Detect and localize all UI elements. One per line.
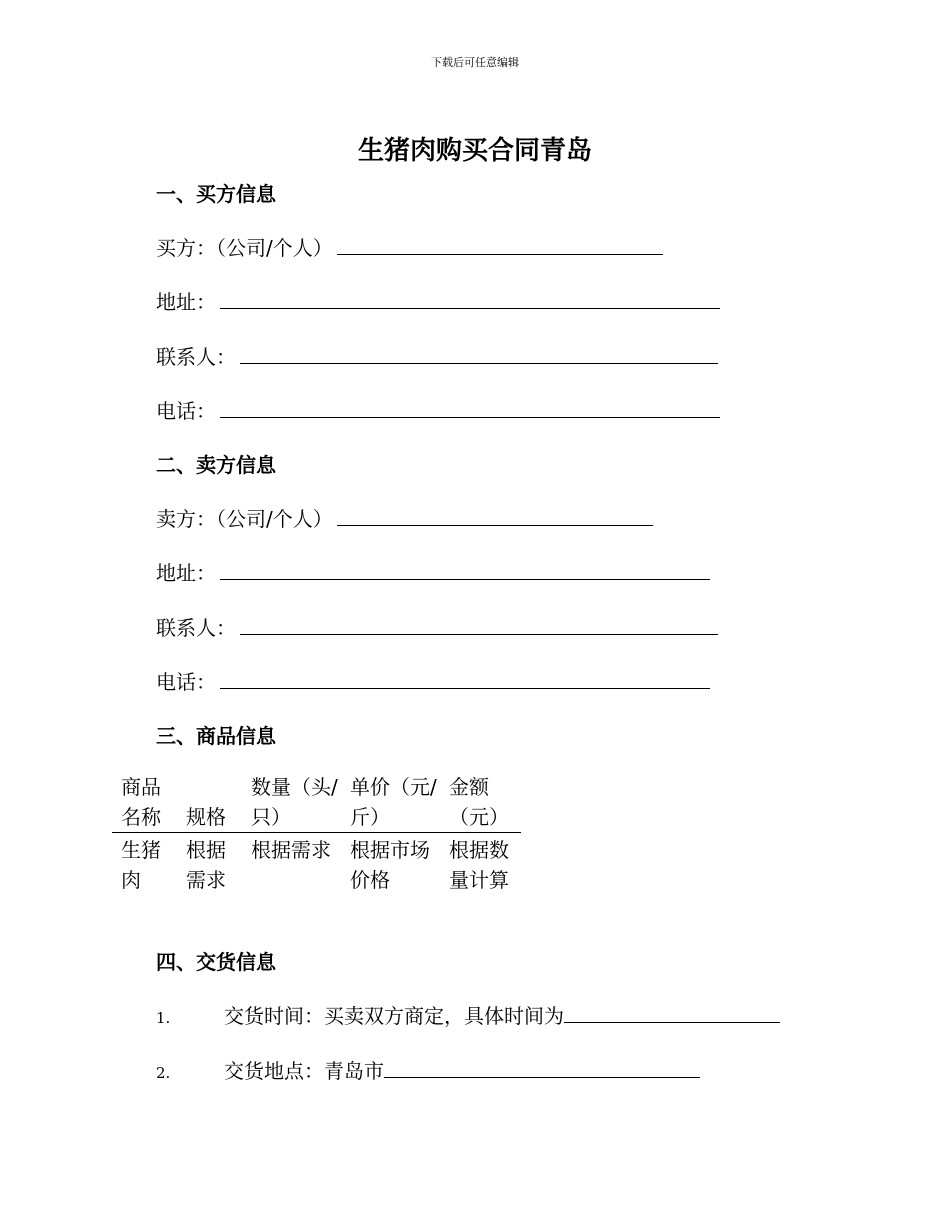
column-header-product-name: 商品名称 — [121, 775, 161, 829]
cell-spec: 根据需求 — [186, 838, 226, 892]
goods-section-heading: 三、商品信息 — [156, 724, 276, 748]
seller-party-field — [156, 503, 653, 532]
column-header-quantity: 数量（头/只） — [251, 775, 338, 829]
column-header-spec: 规格 — [186, 805, 226, 829]
delivery-item-location — [156, 1055, 700, 1084]
list-number: 2. — [156, 1064, 171, 1082]
seller-address-field — [156, 557, 710, 586]
page-header-note: 下载后可任意编辑 — [431, 56, 519, 69]
column-header-unit-price: 单价（元/斤） — [350, 775, 437, 829]
column-header-amount: 金额（元） — [449, 775, 509, 829]
buyer-contact-field — [156, 341, 718, 370]
list-number: 1. — [156, 1009, 171, 1027]
buyer-phone-field — [156, 395, 720, 424]
seller-contact-blank[interactable] — [240, 616, 718, 635]
buyer-phone-blank[interactable] — [220, 399, 720, 418]
cell-unit-price: 根据市场价格 — [350, 838, 430, 892]
seller-phone-field — [156, 666, 710, 695]
seller-party-blank[interactable] — [337, 507, 653, 526]
seller-phone-blank[interactable] — [220, 670, 710, 689]
buyer-phone-label: 电话： — [156, 399, 216, 423]
buyer-address-field — [156, 286, 720, 315]
seller-party-label: 卖方：（公司/个人） — [156, 507, 333, 531]
seller-contact-label: 联系人： — [156, 616, 236, 640]
seller-contact-field — [156, 612, 718, 641]
delivery-item-time — [156, 1000, 780, 1029]
delivery-time-blank[interactable] — [564, 1004, 780, 1023]
buyer-party-field — [156, 232, 663, 261]
buyer-contact-label: 联系人： — [156, 345, 236, 369]
delivery-time-text: 交货时间：买卖双方商定，具体时间为 — [224, 1004, 564, 1028]
delivery-location-text: 交货地点：青岛市 — [224, 1059, 384, 1083]
cell-quantity: 根据需求 — [251, 838, 331, 862]
buyer-contact-blank[interactable] — [240, 345, 718, 364]
document-title: 生猪肉购买合同青岛 — [357, 136, 592, 166]
delivery-section-heading: 四、交货信息 — [156, 950, 276, 974]
seller-address-blank[interactable] — [220, 561, 710, 580]
cell-product-name: 生猪肉 — [121, 838, 161, 892]
delivery-location-blank[interactable] — [384, 1059, 700, 1078]
buyer-address-blank[interactable] — [220, 290, 720, 309]
seller-phone-label: 电话： — [156, 670, 216, 694]
buyer-section-heading: 一、买方信息 — [156, 182, 276, 206]
goods-table-header-row — [112, 772, 521, 833]
buyer-party-blank[interactable] — [337, 236, 663, 255]
cell-amount: 根据数量计算 — [449, 838, 509, 892]
seller-section-heading: 二、卖方信息 — [156, 453, 276, 477]
table-row — [112, 833, 521, 896]
buyer-party-label: 买方：（公司/个人） — [156, 236, 333, 260]
goods-table — [112, 772, 521, 895]
seller-address-label: 地址： — [156, 561, 216, 585]
buyer-address-label: 地址： — [156, 290, 216, 314]
